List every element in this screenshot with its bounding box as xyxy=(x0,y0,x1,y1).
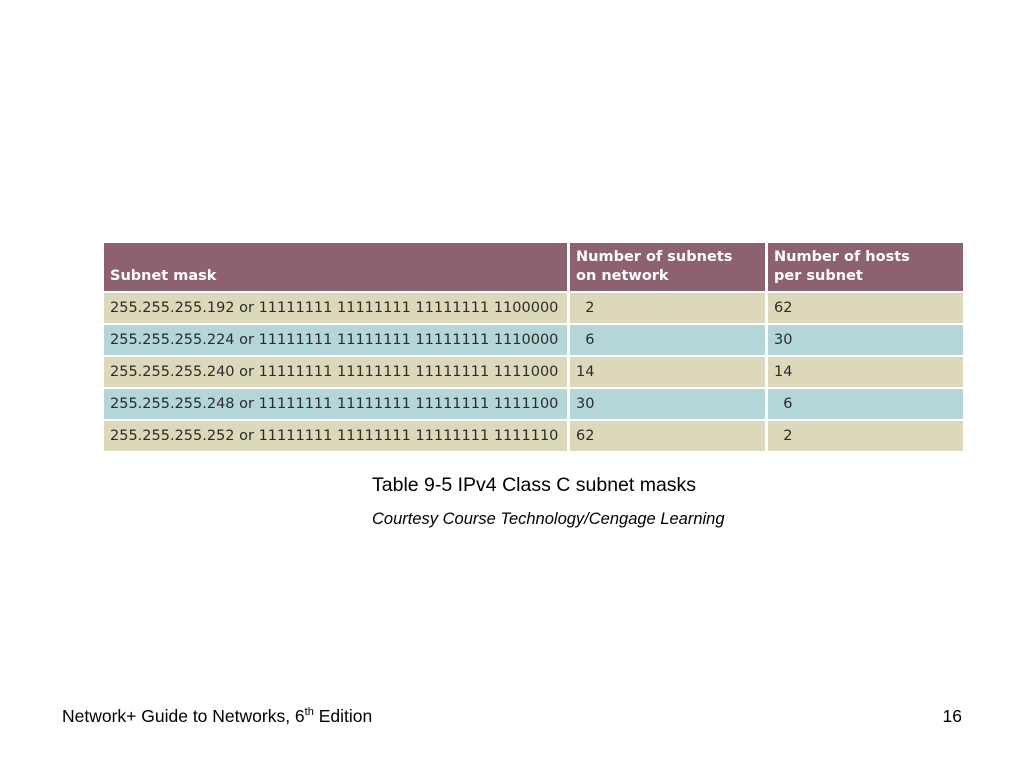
cell-hosts: 14 xyxy=(765,355,963,387)
cell-hosts: 62 xyxy=(765,291,963,323)
cell-subnet-mask: 255.255.255.224 or 11111111 11111111 11111111 1110000 xyxy=(104,323,567,355)
header-subnets-line2: on network xyxy=(576,268,669,284)
header-number-of-subnets xyxy=(567,243,765,291)
table-row xyxy=(104,291,963,323)
table-row xyxy=(104,419,963,451)
cell-subnets: 2 xyxy=(567,291,765,323)
header-subnets-line1: Number of subnets xyxy=(576,249,733,265)
table-header-row xyxy=(104,243,963,291)
cell-hosts: 2 xyxy=(765,419,963,451)
subnet-mask-table xyxy=(104,243,963,451)
image-credit: Courtesy Course Technology/Cengage Learning xyxy=(372,510,725,528)
header-number-of-hosts xyxy=(765,243,963,291)
slide-page-number: 16 xyxy=(942,706,962,726)
cell-subnets: 6 xyxy=(567,323,765,355)
table-caption: Table 9-5 IPv4 Class C subnet masks xyxy=(372,474,697,496)
cell-subnets: 62 xyxy=(567,419,765,451)
cell-subnet-mask: 255.255.255.192 or 11111111 11111111 11111111 1100000 xyxy=(104,291,567,323)
cell-hosts: 30 xyxy=(765,323,963,355)
table-row xyxy=(104,387,963,419)
footer-book-suffix: Edition xyxy=(313,706,373,726)
footer-edition-superscript: th xyxy=(304,706,314,718)
header-hosts-line1: Number of hosts xyxy=(774,249,910,265)
cell-subnets: 30 xyxy=(567,387,765,419)
cell-hosts: 6 xyxy=(765,387,963,419)
header-subnet-mask xyxy=(104,243,567,291)
header-subnet-mask-line1: Subnet mask xyxy=(110,268,217,284)
cell-subnet-mask: 255.255.255.248 or 11111111 11111111 11111111 1111100 xyxy=(104,387,567,419)
table-row xyxy=(104,355,963,387)
header-hosts-line2: per subnet xyxy=(774,268,863,284)
footer-book-prefix: Network+ Guide to Networks, 6 xyxy=(62,706,305,726)
footer-book-title xyxy=(62,706,372,727)
subnet-mask-table-container xyxy=(104,243,963,451)
table-row xyxy=(104,323,963,355)
cell-subnet-mask: 255.255.255.252 or 11111111 11111111 11111111 1111110 xyxy=(104,419,567,451)
cell-subnets: 14 xyxy=(567,355,765,387)
cell-subnet-mask: 255.255.255.240 or 11111111 11111111 11111111 1111000 xyxy=(104,355,567,387)
